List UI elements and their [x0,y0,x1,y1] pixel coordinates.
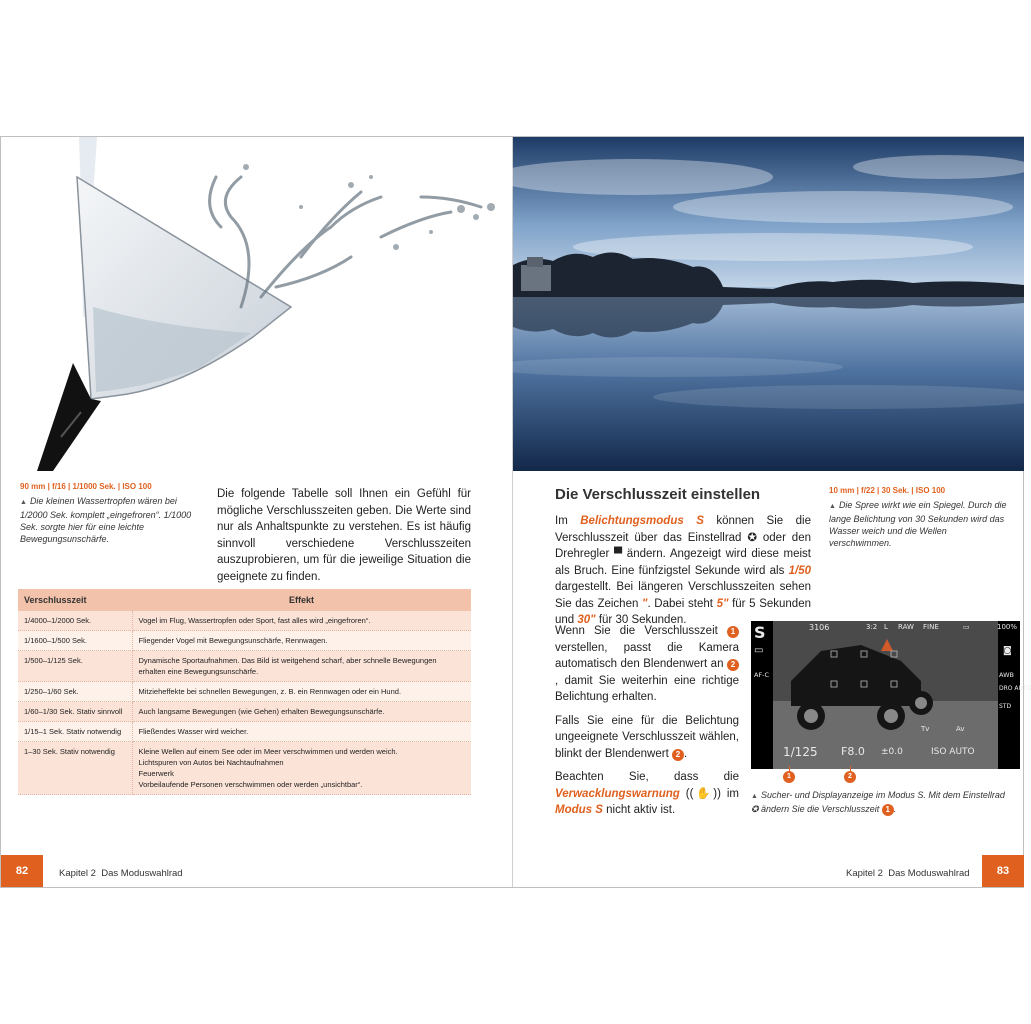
right-paragraph-2: Wenn Sie die Verschlusszeit 1 verstellen, passt die Kamera automatisch den Blendenwert an 2, damit Sie weiterhin eine richtige Belichtung erhalten. [555,625,739,703]
table-cell-time: 1/1600–1/500 Sek. [18,631,132,651]
effect-line: Fließendes Wasser wird weicher. [138,727,249,736]
table-header-row [18,589,471,611]
table-row [18,742,471,795]
table-cell-effect [132,702,471,722]
display-dro: DRO AUTO [999,685,1031,692]
left-page [1,137,513,887]
display-marker-2: 2 [844,771,856,783]
display-af-mode: AF-C [754,671,770,679]
display-av: Av [956,725,965,733]
left-intro-text: Die folgende Tabelle soll Ihnen ein Gefühl für mögliche Verschlusszeiten geben. Die Werte sind nur als Anhaltspunkte zu verstehen. Es ist häufig sinnvoll verschiedene Verschlusszeiten auszuprobieren, um für die jeweilige Situation die geeignete zu finden. [217,488,471,583]
effect-line: Fliegender Vogel mit Bewegungsunschärfe, Rennwagen. [138,636,328,645]
table-cell-time: 1/60–1/30 Sek. Stativ sinnvoll [18,702,132,722]
footer-chapter-left: Kapitel 2 Das Moduswahlrad [59,868,183,879]
display-shutter-speed: 1/125 [783,745,818,759]
effect-line: Kleine Wellen auf einem See oder im Meer verschwimmen und werden weich. [138,747,398,756]
table-cell-effect [132,611,471,631]
display-image-size: L [884,623,888,631]
control-wheel-icon: ✪ [751,804,759,814]
table-header-time: Verschlusszeit [18,589,132,611]
display-caption: ▲ Sucher- und Displayanzeige im Modus S. Mit dem Einstellrad ✪ ändern Sie die Verschlusszeit 1 . [751,790,1005,814]
display-frame-icon: ▭ [754,645,764,656]
camera-display [751,621,1031,769]
shake-warning-icon: ((✋)) [685,787,721,800]
section-heading: Die Verschlusszeit einstellen [555,486,761,503]
display-iso: ISO AUTO [931,747,975,757]
left-photo-caption-meta: 90 mm | f/16 | 1/1000 Sek. | ISO 100 [20,482,152,491]
display-exposure-comp: ±0.0 [881,747,903,757]
left-photo-caption: ▲ Die kleinen Wassertropfen wären bei 1/2000 Sek. komplett „eingefroren“. 1/1000 Sek. sorgte hier für eine leichte Bewegungsunschärfe. [20,496,192,544]
display-marker-1: 1 [783,771,795,783]
effect-line: Dynamische Sportaufnahmen. Das Bild ist weitgehend scharf, aber schnelle Bewegungen erhalten eine Bewegungsunschärfe. [138,656,437,676]
table-cell-time: 1–30 Sek. Stativ notwendig [18,742,132,795]
display-shots-remaining: 3106 [809,623,830,632]
display-creative-style: STD [999,703,1012,710]
page-number-right: 83 [982,855,1024,887]
right-paragraph-4: Beachten Sie, dass die Verwacklungswarnung ((✋)) im Modus S nicht aktiv ist. [555,771,739,816]
table-cell-time: 1/4000–1/2000 Sek. [18,611,132,631]
table-cell-effect [132,631,471,651]
triangle-up-icon: ▲ [20,499,27,506]
effect-line: Auch langsame Bewegungen (wie Gehen) erhalten Bewegungsunschärfe. [138,707,385,716]
water-glass-photo [1,137,512,471]
book-spread [0,136,1031,888]
display-fine: FINE [923,623,939,631]
table-body [18,611,471,795]
shutter-speed-table [18,589,471,795]
battery-icon: ▭ [963,623,970,631]
lake-photo [513,137,1024,471]
display-aspect-ratio: 3:2 [866,623,878,631]
table-header-effect: Effekt [132,589,471,611]
table-cell-time: 1/500–1/125 Sek. [18,651,132,682]
control-dial-icon: ▀ [613,548,623,560]
right-photo-caption-meta: 10 mm | f/22 | 30 Sek. | ISO 100 [829,486,946,495]
table-cell-effect [132,722,471,742]
display-awb: AWB [999,671,1014,679]
table-row [18,702,471,722]
right-paragraphs-2-4 [555,623,739,826]
effect-line: Lichtspuren von Autos bei Nachtaufnahmen [138,758,284,767]
right-page [513,137,1031,887]
table-row [18,722,471,742]
footer-chapter-right: Kapitel 2 Das Moduswahlrad [846,868,970,879]
table-cell-effect [132,742,471,795]
table-cell-effect [132,651,471,682]
table-cell-effect [132,682,471,702]
display-tv: Tv [921,725,930,733]
triangle-up-icon: ▲ [829,503,836,510]
table-cell-time: 1/250–1/60 Sek. [18,682,132,702]
display-raw: RAW [898,623,914,631]
effect-line: Feuerwerk [138,769,174,778]
right-paragraph-1: Im Belichtungsmodus S können Sie die Verschlusszeit über das Einstellrad ✪ oder den Drehregler ▀ ändern. Angezeigt wird diese meist als Bruch. Eine fünfzigstel Sekunde wird als 1/50 dargestellt. Bei längeren Verschlusszeiten sehen Sie das Zeichen ". Dabei steht 5" für 5 Sekunden und 30" für 30 Sekunden. [555,515,811,626]
right-paragraph-3: Falls Sie eine für die Belichtung ungeeignete Verschlusszeit wählen, blinkt der Blendenwert 2 . [555,714,739,760]
effect-line: Vogel im Flug, Wassertropfen oder Sport, fast alles wird „eingefroren“. [138,616,371,625]
triangle-up-icon: ▲ [751,793,758,800]
display-aperture: F8.0 [841,745,865,758]
display-battery: 100% [997,623,1018,631]
effect-line: Vorbeilaufende Personen verschwimmen oder werden „unsichtbar“. [138,780,363,789]
table-row [18,651,471,682]
control-wheel-icon: ✪ [747,531,757,544]
table-row [18,682,471,702]
display-camera-icon: ◙ [1003,646,1012,656]
right-photo-caption: ▲ Die Spree wirkt wie ein Spiegel. Durch die lange Belichtung von 30 Sekunden wird das Wasser weich und die Wellen verschwimmen. [829,500,1007,548]
table-cell-time: 1/15–1 Sek. Stativ notwendig [18,722,132,742]
display-mode-letter: S [754,623,766,642]
table-row [18,611,471,631]
table-row [18,631,471,651]
effect-line: Mitzieheffekte bei schnellen Bewegungen, z. B. ein Rennwagen oder ein Hund. [138,687,402,696]
page-number-left: 82 [1,855,43,887]
